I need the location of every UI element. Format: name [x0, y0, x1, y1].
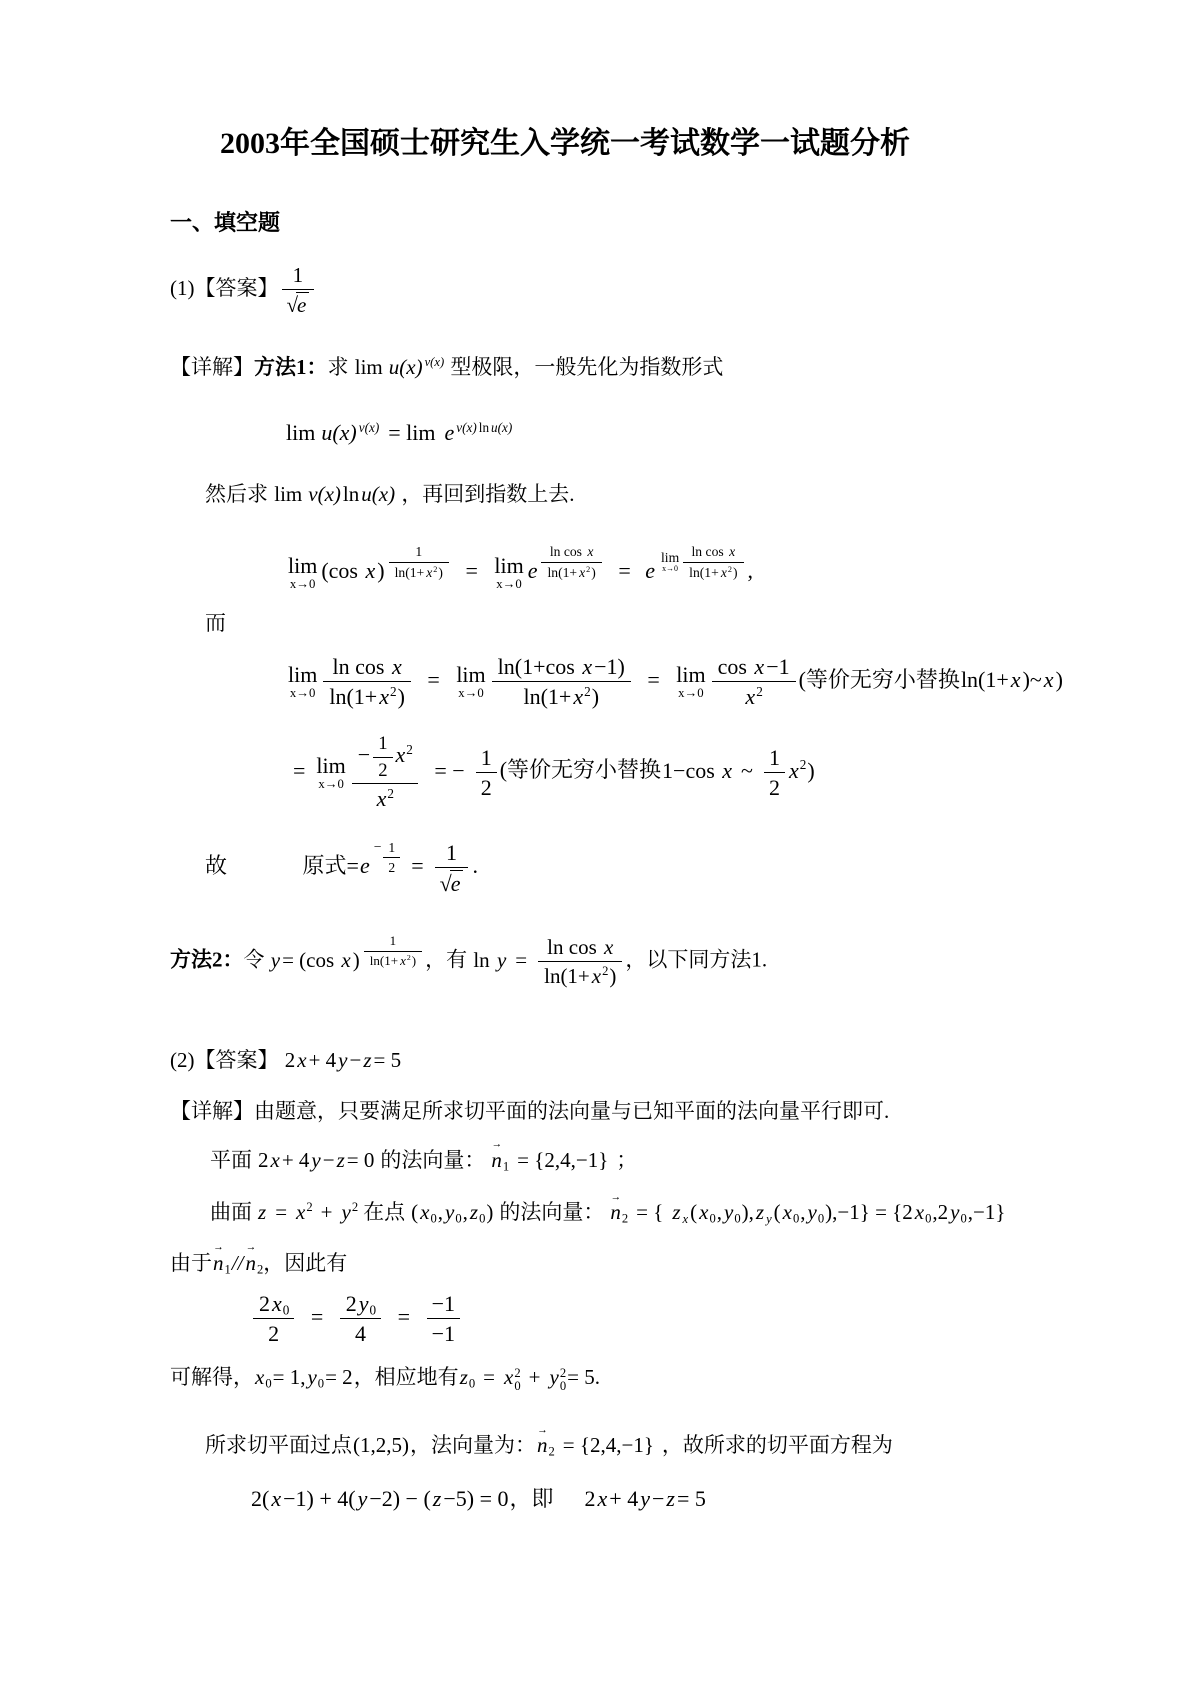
text-run: 所求切平面过点	[205, 1433, 352, 1458]
math-token: x	[1010, 666, 1021, 692]
math-token: .	[472, 852, 478, 878]
text-run: ，以下同方法1.	[625, 947, 768, 972]
math-token: 1−cos	[662, 757, 721, 783]
fraction: $\frac{2x_0}{2}$	[253, 1291, 294, 1347]
fraction: − $\frac{1}{2}$ $x^2$ $x^2$	[352, 733, 418, 811]
math-token: lim	[286, 419, 316, 445]
section-heading: 一、填空题	[170, 210, 281, 235]
text-run: 的法向量：	[380, 1147, 486, 1172]
fraction: $\frac{2y_0}{4}$	[340, 1291, 381, 1347]
text-run: ，法向量为：	[410, 1433, 536, 1458]
vector-arrow: →	[245, 1242, 257, 1254]
q1-step-line	[205, 478, 1040, 511]
math-token: v(x)	[308, 481, 341, 506]
q2-surface-line: 曲面 $z = x^2 + y^2$ 在点 $(x_0,y_0,z_0)$ 的法向量： → $n_2$ = { z $_x(x_0,y_0),z$ $_y(x_0,y_0),-1\} = \{2x_0,2y_0,-1\}$	[205, 1196, 1040, 1229]
method2-label: 方法2：	[170, 947, 244, 972]
vector-n: → n	[213, 1242, 224, 1275]
method1-label: 方法1：	[254, 355, 328, 380]
math-token: x	[788, 757, 799, 783]
radical-sign: √	[439, 870, 452, 896]
text-run: 原式=	[302, 852, 359, 878]
doc-title: 2003年全国硕士研究生入学统一考试数学一试题分析	[220, 127, 910, 160]
inline-math: 2x+ 4y−z= 5	[284, 1048, 402, 1073]
math-token: ~	[741, 757, 753, 783]
limit-operator: lim x→0	[316, 753, 346, 792]
q1-conclusion-line	[170, 836, 1040, 896]
math-token: −	[373, 838, 382, 854]
text-run: 由于	[170, 1250, 212, 1275]
fraction-numerator: ln cos x	[541, 544, 601, 563]
q2-solve-line: 可解得，$x_0= 1,y_0= 2$，相应地有$z_0 = x$ 2 0 + y 2 0 = 5.	[170, 1364, 600, 1394]
radicand: e	[296, 292, 309, 317]
answer-tag: 【答案】	[194, 1048, 279, 1073]
math-token: lim	[288, 553, 318, 579]
math-token: ln	[342, 481, 360, 506]
inline-math	[273, 482, 396, 506]
q2-answer-line	[170, 1044, 1040, 1077]
math-token: e	[359, 852, 370, 878]
math-token: )	[377, 557, 385, 583]
exponent-fraction: $\frac{1}{\ln(1+ x^2)}$	[363, 934, 423, 969]
fraction: $\frac{\text{ln cos x}}{\ln(1+x^2)}$	[323, 654, 411, 710]
math-token: u(x)	[388, 355, 423, 380]
math-token: ,	[747, 557, 754, 583]
math-token: v(x)	[456, 419, 477, 435]
limit-subscript: x→0	[289, 577, 316, 592]
vector-n: → n	[537, 1424, 548, 1458]
inline-math	[354, 355, 445, 379]
exponent	[455, 420, 513, 435]
text-run: ，故所求的切平面方程为	[661, 1433, 893, 1458]
answer-fraction	[282, 263, 315, 317]
fraction	[541, 544, 601, 580]
q1-er-line: 而	[205, 611, 226, 636]
stacked-subsup: 2 0	[514, 1365, 521, 1394]
math-token: =	[647, 666, 660, 692]
q1-number: (1)	[170, 275, 195, 300]
math-token: =	[293, 757, 306, 783]
math-token: u(x)	[491, 419, 513, 435]
math-token: =	[465, 557, 478, 583]
math-token: = lim	[388, 419, 436, 445]
limit-operator: lim x→0	[676, 662, 706, 701]
text-run: ，再回到指数上去.	[401, 481, 575, 506]
text-run: 曲面	[210, 1200, 252, 1225]
math-token: ln	[478, 419, 490, 435]
fraction: $\frac{\text{ln cos x}}{\ln(1+x^2)}$	[538, 935, 622, 988]
q2-plane-line: 平面 2x+ 4y−z= 0 的法向量： → $n_1 = \{2,4,-1\}$ ；	[205, 1144, 1040, 1177]
math-token: e	[645, 557, 655, 583]
limit-operator: lim x→0	[661, 550, 680, 574]
math-token: =	[427, 666, 440, 692]
math-token: (cos	[321, 557, 364, 583]
fraction-denominator	[282, 290, 315, 317]
fraction: $\frac{-1}{-1}$	[427, 1291, 460, 1347]
limit-operator: lim x→0	[494, 553, 524, 592]
math-token: = −	[434, 757, 465, 783]
sqrt-radical	[440, 870, 464, 896]
fraction: $\frac{1}{2}$	[383, 840, 400, 876]
note-text: (等价无穷小替换	[499, 757, 662, 783]
math-token: )	[1055, 666, 1063, 692]
detail-tag: 【详解】	[170, 1099, 254, 1123]
fraction-denominator: $\ln(1+ x^2)$	[394, 565, 443, 581]
q1-detail-line	[170, 351, 1040, 384]
fraction-numerator: 1	[282, 263, 315, 290]
q1-answer-line	[170, 263, 1040, 317]
math-token: )	[352, 947, 360, 972]
q2-tangent-line: 所求切平面过点(1,2,5)，法向量为： → $n_2 = \{2,4,-1\}$ ，故所求的切平面方程为	[205, 1429, 1040, 1462]
q2-ratio-equation: $\frac{2x_0}{2}$ = $\frac{2y_0}{4}$ = $\frac{-1}{-1}$	[250, 1291, 1040, 1347]
exponent-fraction	[373, 836, 402, 876]
math-token: e	[444, 419, 455, 445]
text-run: ，即	[509, 1485, 554, 1511]
text-run: 求	[327, 355, 349, 380]
formula-cos-limit	[285, 544, 1040, 591]
text-run: 可解得，	[170, 1364, 254, 1389]
math-token: x	[365, 557, 376, 583]
q2-parallel-line: 由于 → $n_1//$ → $n_2$，因此有	[170, 1247, 1040, 1280]
text-run: 然后求	[205, 481, 268, 506]
vector-arrow: →	[610, 1191, 622, 1203]
vector-n: → n	[610, 1191, 622, 1225]
text-run: ，相应地有	[353, 1364, 459, 1389]
math-token: x	[341, 947, 351, 972]
math-token: u(x)	[361, 481, 396, 506]
math-token: y	[270, 947, 281, 972]
vector-arrow: →	[213, 1242, 224, 1254]
text-run: 平面	[210, 1147, 252, 1172]
formula-lncos-limit	[285, 653, 1063, 710]
limit-operator: lim x→0	[288, 662, 318, 701]
radical-sign: √	[286, 293, 299, 318]
limit-operator	[288, 554, 317, 591]
math-token: y	[496, 947, 507, 972]
math-token: lim	[274, 481, 303, 506]
math-token: x	[1043, 666, 1054, 692]
math-token: lim	[354, 355, 383, 380]
text-run: ，有	[425, 947, 468, 972]
fraction: $\frac{1}{2}$	[476, 745, 497, 801]
text-run: 在点	[363, 1200, 406, 1225]
answer-tag: 【答案】	[194, 275, 279, 300]
exponent-limit-fraction	[658, 544, 745, 580]
math-token: ln	[473, 947, 495, 972]
math-token: = (cos	[282, 947, 340, 972]
fraction-numerator: 1	[389, 544, 449, 563]
radicand: e	[450, 870, 464, 896]
math-token: =	[515, 947, 528, 972]
exponent: v(x)	[424, 355, 445, 370]
fraction: $\frac{\text{cos x−1}}{x^2}$	[712, 654, 796, 710]
text-run: 由题意，只要满足所求切平面的法向量与已知平面的法向量平行即可.	[254, 1099, 890, 1123]
q2-detail-line	[170, 1095, 1040, 1128]
detail-tag: 【详解】	[170, 355, 254, 380]
stacked-subsup: 2 0	[559, 1365, 567, 1394]
text-run: ；	[616, 1147, 638, 1172]
note-text: (等价无穷小替换	[798, 666, 960, 692]
text-run: 故	[205, 852, 228, 878]
math-token: x	[722, 757, 733, 783]
exponent: v(x)	[358, 419, 380, 435]
vector-n: → n	[491, 1139, 503, 1172]
method2-line	[170, 934, 1040, 988]
math-token: )~	[1022, 666, 1042, 692]
q2-final-equation: 2(x−1) + 4(y−2) − (z−5) = 0，即 2x+ 4y−z= 5	[251, 1485, 706, 1511]
exponent-fraction	[540, 544, 602, 580]
text-run: 的法向量：	[499, 1200, 605, 1225]
math-token: =	[618, 557, 631, 583]
vector-n: → n	[245, 1242, 257, 1275]
vector-arrow: →	[491, 1139, 503, 1151]
text-run: 型极限，一般先化为指数形式	[450, 355, 724, 380]
vector-arrow: →	[537, 1424, 548, 1436]
sqrt-radical	[287, 292, 310, 317]
math-token: e	[527, 557, 538, 583]
text-run: 令	[243, 947, 265, 972]
math-token: =	[411, 852, 424, 878]
math-token: u(x)	[321, 419, 357, 445]
exponent-fraction	[388, 544, 450, 580]
formula-exp-identity	[285, 416, 1040, 450]
fraction	[389, 544, 449, 580]
nested-fraction: $\frac{1}{2}$	[373, 733, 392, 781]
fraction: $\frac{\text{ln(1+cos x−1)}}{\ln(1+x^2)}$	[492, 654, 631, 710]
math-token: ln(1+	[960, 666, 1009, 692]
fraction: $\frac{\text{ln cos x}}{\ln(1+ x^2)}$	[683, 544, 743, 580]
fraction-denominator: $\ln(1+ x^2)$	[547, 565, 596, 581]
text-run: ，因此有	[263, 1250, 348, 1275]
formula-half-limit: = lim x→0 − $\frac{1}{2}$ $x^2$ $x^2$ = − $\frac{1}{2}$ (等价无穷小替换1−cos x ~ $\frac{1}{2}$ $x^2$)	[293, 733, 815, 812]
limit-operator: lim x→0	[456, 662, 486, 701]
fraction: $\frac{1}{√e}$	[435, 840, 469, 897]
fraction: $\frac{1}{2}$	[764, 745, 785, 801]
math-token: )	[807, 757, 815, 783]
q2-number: (2)	[170, 1048, 195, 1073]
